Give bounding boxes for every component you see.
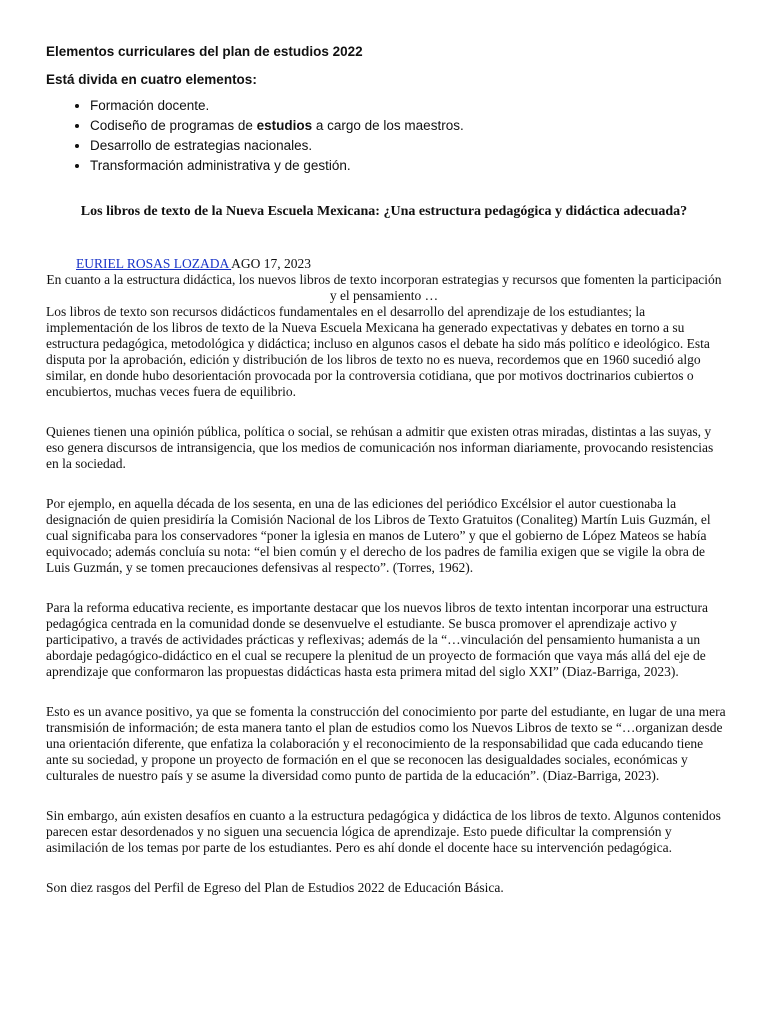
section-subheading: Está divida en cuatro elementos: <box>46 72 257 87</box>
byline <box>76 256 311 272</box>
article-title: Los libros de texto de la Nueva Escuela Mexicana: ¿Una estructura pedagógica y didáctica adecuada? <box>80 204 688 219</box>
list-item-text: Codiseño de programas de <box>90 118 257 133</box>
section-heading: Elementos curriculares del plan de estudios 2022 <box>46 44 363 59</box>
paragraph: Los libros de texto son recursos didácticos fundamentales en el desarrollo del aprendizaje de los estudiantes; la implementación de los libros de texto de la Nueva Escuela Mexicana ha generado expectativas y debates en torno a su estructura pedagógica, metodológica y didáctica; incluso en algunos casos el debate ha sido más político e ideológico. Esta disputa por la aprobación, edición y distribución de los libros de texto no es nueva, recordemos que en 1960 sucedió algo similar, en donde hubo desorientación provocada por la controversia cotidiana, que por motivos doctrinarios cubiertos o encubiertos, muchas veces fuera de equilibrio. <box>46 304 710 399</box>
paragraph: Por ejemplo, en aquella década de los sesenta, en una de las ediciones del periódico Excélsior el autor cuestionaba la designación de quien presidiría la Comisión Nacional de los Libros de Texto Gratuitos (Conaliteg) Martín Luis Guzmán, el cual significaba para los conservadores “poner la iglesia en manos de Lutero” y que el gobierno de López Mateos se había equivocado; además concluía su nota: “el bien común y el derecho de los padres de familia exigen que se vigile la obra de Luis Guzmán, y se tomen precauciones defensivas al respecto”. (Torres, 1962). <box>46 496 711 575</box>
paragraph: Para la reforma educativa reciente, es importante destacar que los nuevos libros de texto intentan incorporar una estructura pedagógica centrada en la comunidad donde se desenvuelve el estudiante. Se busca promover el aprendizaje activo y participativo, a través de actividades prácticas y reflexivas; además de la “…vinculación del pensamiento humanista a un abordaje pedagógico-didáctico en el cual se recupere la plenitud de un proyecto de formación que vaya más allá del eje de aprendizaje que conformaron las propuestas didácticas hasta esta primera mitad del siglo XXI” (Diaz-Barriga, 2023). <box>46 600 708 679</box>
paragraph: Sin embargo, aún existen desafíos en cuanto a la estructura pedagógica y didáctica de los libros de texto. Algunos contenidos parecen estar desordenados y no siguen una secuencia lógica de aprendizaje. Esto puede dificultar la comprensión y asimilación de los temas por parte de los estudiantes. Pero es ahí donde el docente hace su intervención pedagógica. <box>46 808 721 855</box>
list-item: • Desarrollo de estrategias nacionales. <box>90 136 464 156</box>
article-body <box>46 304 726 920</box>
article-summary: En cuanto a la estructura didáctica, los nuevos libros de texto incorporan estrategias y recursos que fomenten la participación y el pensamiento … <box>46 272 722 303</box>
list-item <box>90 116 464 136</box>
publish-date: AGO 17, 2023 <box>231 256 312 271</box>
elements-list <box>46 96 464 176</box>
list-item: • Transformación administrativa y de gestión. <box>90 156 464 176</box>
author-link[interactable]: EURIEL ROSAS LOZADA <box>76 256 232 271</box>
list-item-bold-text: estudios <box>256 118 313 133</box>
paragraph: Son diez rasgos del Perfil de Egreso del Plan de Estudios 2022 de Educación Básica. <box>46 880 504 895</box>
paragraph: Esto es un avance positivo, ya que se fomenta la construcción del conocimiento por parte del estudiante, en lugar de una mera transmisión de información; de esta manera tanto el plan de estudios como los Nuevos Libros de texto se “…organizan desde una orientación diferente, que enfatiza la colaboración y el reconocimiento de la responsabilidad que cada educando tiene ante su sociedad, y propone un proyecto de formación en el que se reconocen las desigualdades sociales, económicas y culturales de nuestro país y se asume la diversidad como punto de partida de la educación”. (Diaz-Barriga, 2023). <box>46 704 726 783</box>
list-item: • Formación docente. <box>90 96 464 116</box>
paragraph: Quienes tienen una opinión pública, política o social, se rehúsan a admitir que existen otras miradas, distintas a las suyas, y eso genera discursos de intransigencia, que los medios de comunicación nos informan diariamente, provocando resistencias en la sociedad. <box>46 424 714 471</box>
list-item-text: a cargo de los maestros. <box>312 118 464 133</box>
